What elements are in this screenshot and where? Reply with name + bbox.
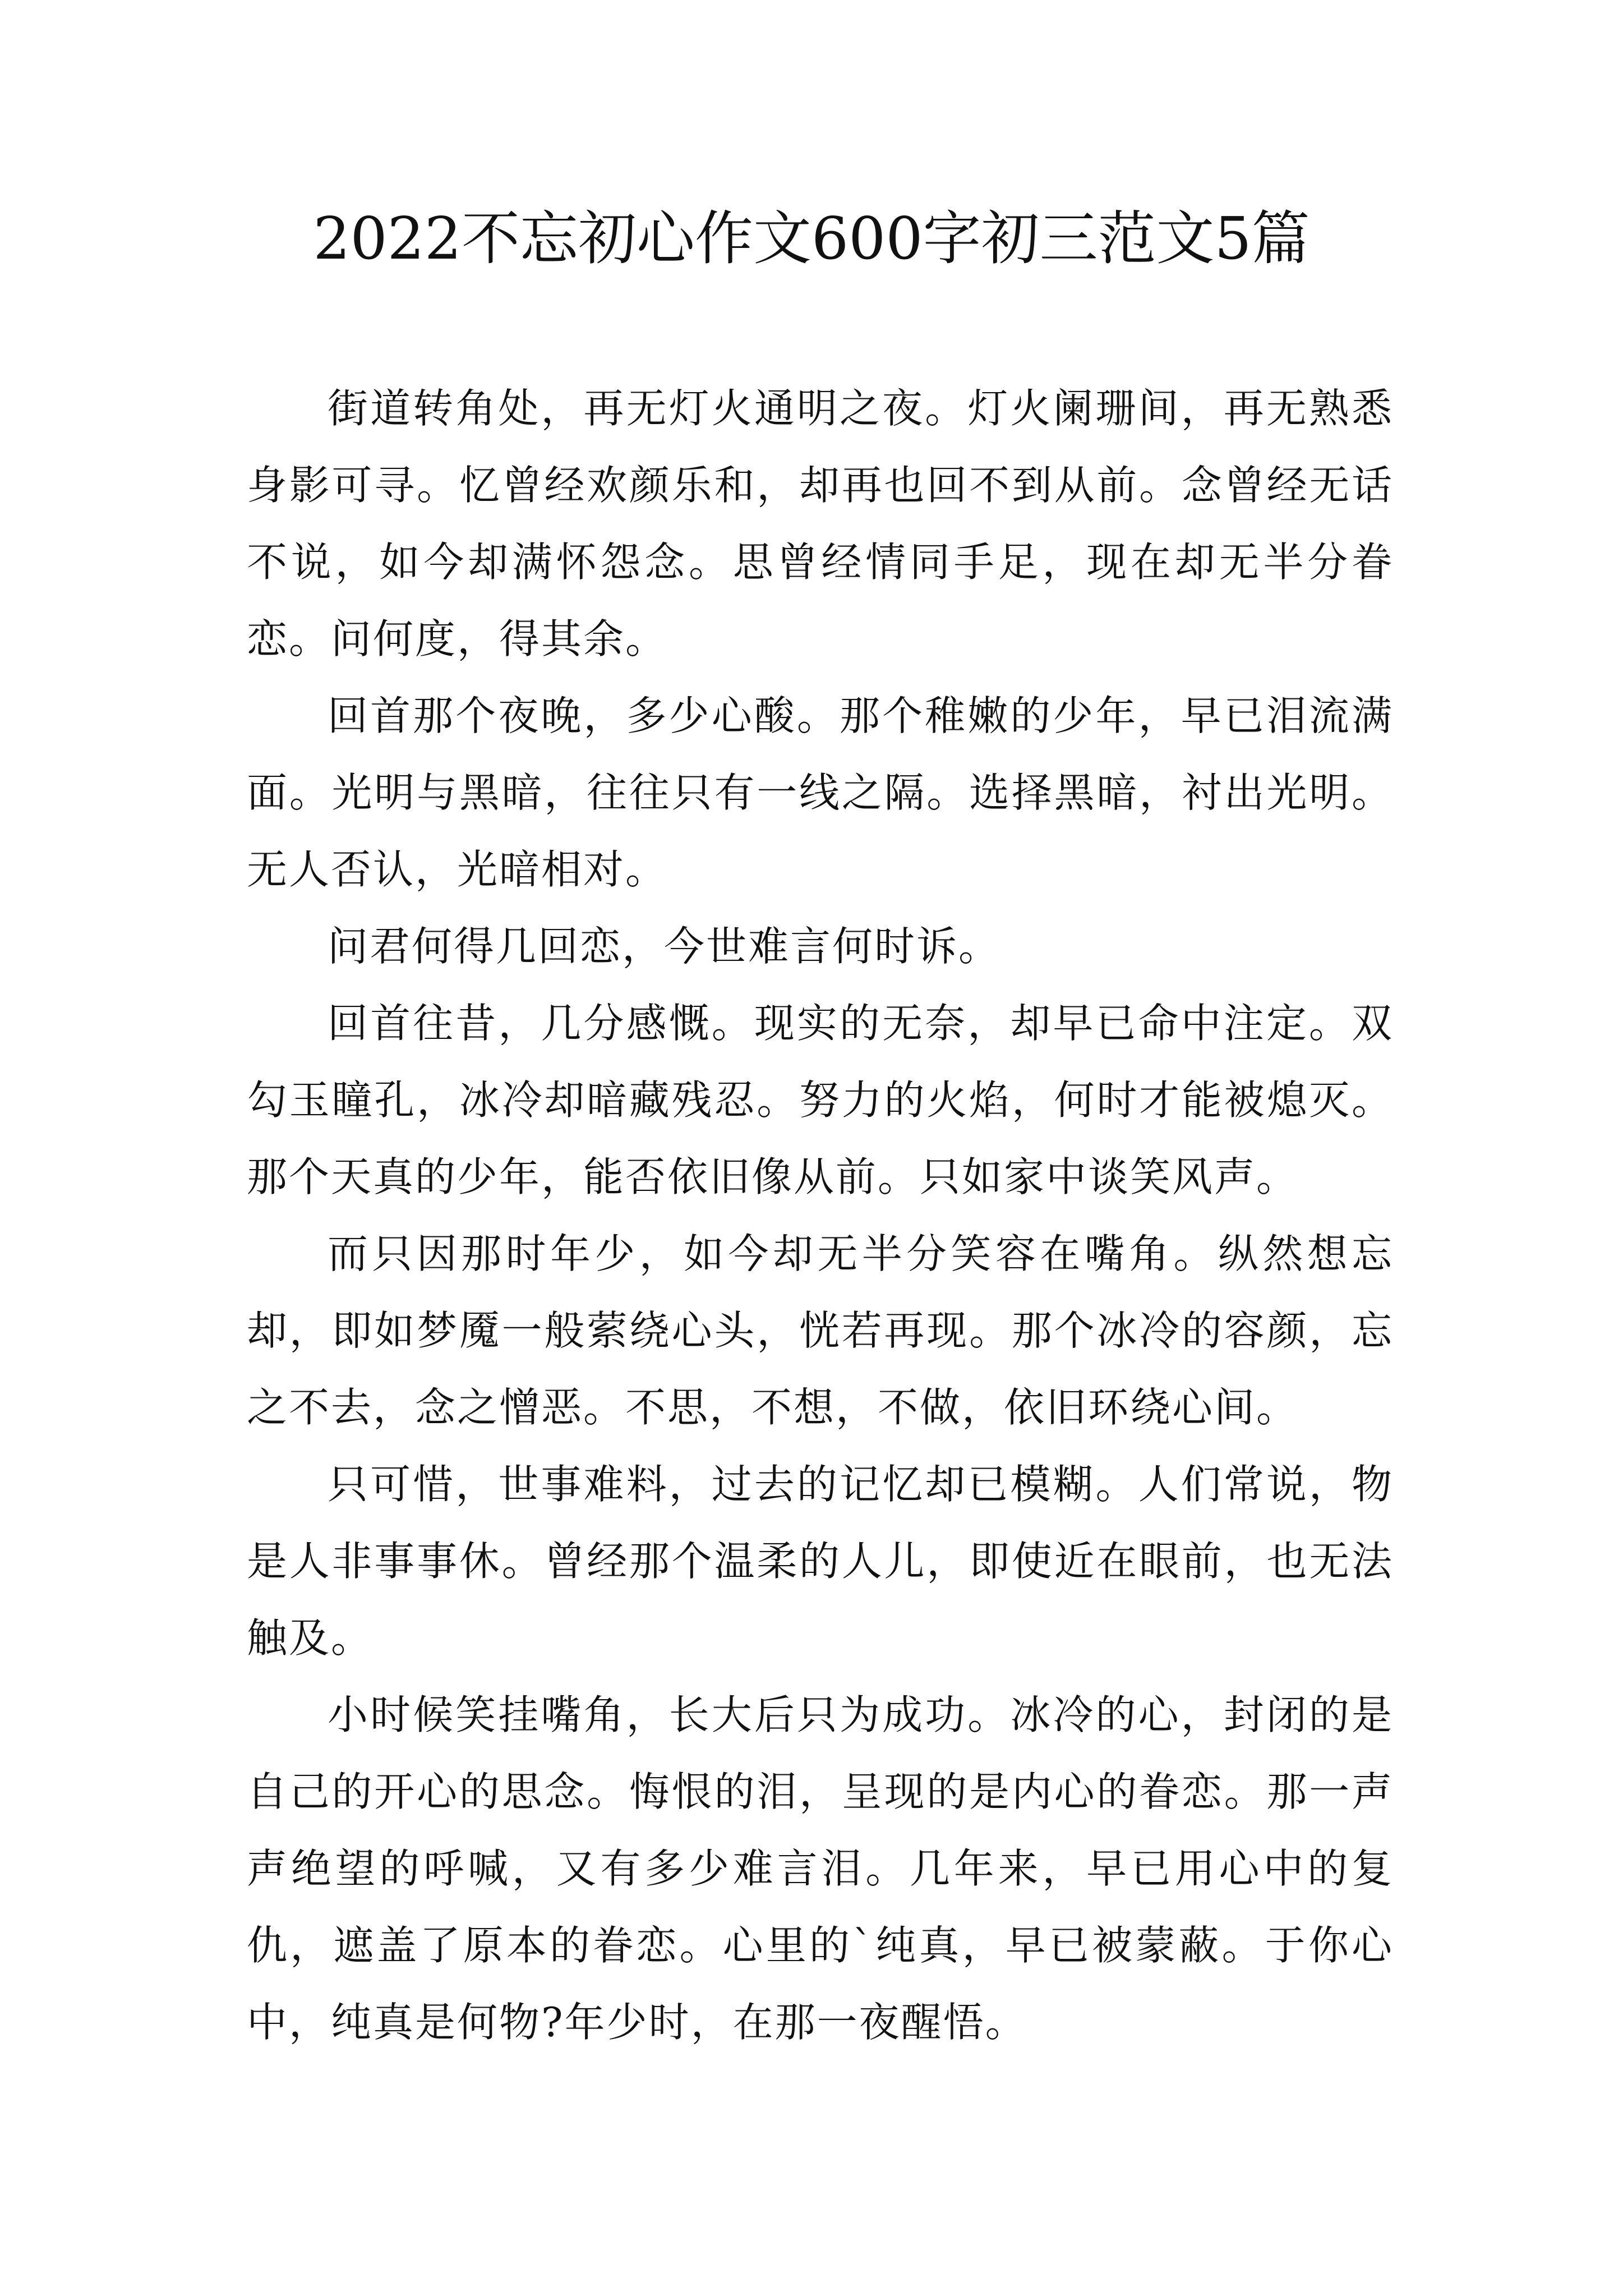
paragraph-4: 回首往昔，几分感慨。现实的无奈，却早已命中注定。双勾玉瞳孔，冰冷却暗藏残忍。努力的火焰，何时才能被熄灭。那个天真的少年，能否依旧像从前。只如家中谈笑风声。 [247, 1000, 1394, 1200]
document-body [247, 370, 1394, 2061]
paragraph-6: 只可惜，世事难料，过去的记忆却已模糊。人们常说，物是人非事事休。曾经那个温柔的人儿，即使近在眼前，也无法触及。 [247, 1461, 1394, 1662]
paragraph-2: 回首那个夜晚，多少心酸。那个稚嫩的少年，早已泪流满面。光明与黑暗，往往只有一线之隔。选择黑暗，衬出光明。无人否认，光暗相对。 [247, 692, 1394, 893]
paragraph-7: 小时候笑挂嘴角，长大后只为成功。冰冷的心，封闭的是自己的开心的思念。悔恨的泪，呈现的是内心的眷恋。那一声声绝望的呼喊，又有多少难言泪。几年来，早已用心中的复仇，遮盖了原本的眷恋。心里的`纯真，早已被蒙蔽。于你心中，纯真是何物?年少时，在那一夜醒悟。 [247, 1691, 1394, 2046]
paragraph-5: 而只因那时年少，如今却无半分笑容在嘴角。纵然想忘却，即如梦魇一般萦绕心头，恍若再现。那个冰冷的容颜，忘之不去，念之憎恶。不思，不想，不做，依旧环绕心间。 [247, 1230, 1394, 1431]
paragraph-3: 问君何得几回恋，今世难言何时诉。 [328, 923, 1001, 970]
paragraph-1: 街道转角处，再无灯火通明之夜。灯火阑珊间，再无熟悉身影可寻。忆曾经欢颜乐和，却再也回不到从前。念曾经无话不说，如今却满怀怨念。思曾经情同手足，现在却无半分眷恋。问何度，得其余。 [247, 385, 1394, 662]
document-title: 2022不忘初心作文600字初三范文5篇 [313, 204, 1310, 273]
